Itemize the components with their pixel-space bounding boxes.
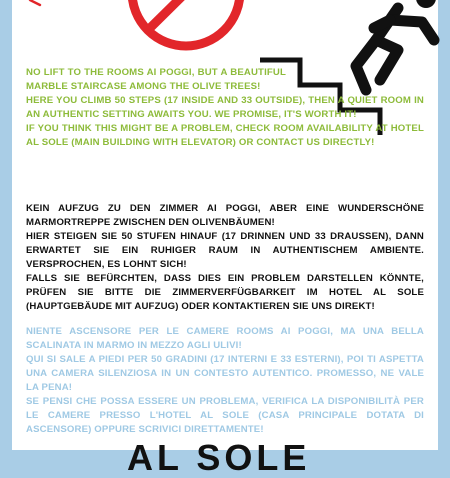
english-paragraph-3: IF YOU THINK THIS MIGHT BE A PROBLEM, CHECK ROOM AVAILABILITY AT HOTEL AL SOLE (MAIN BUILDING WITH ELEVATOR) OR CONTACT US DIRECTLY! — [26, 123, 424, 148]
no-elevator-icon — [125, 0, 247, 52]
hotel-name: AL SOLE — [127, 437, 311, 478]
german-paragraph-2: HIER STEIGEN SIE 50 STUFEN HINAUF (17 DRINNEN UND 33 DRAUSSEN), DANN ERWARTET SIE EIN RUHIGER RAUM IN AUTHENTISCHEM AMBIENTE. VERSPROCHEN, ES LOHNT SICH! — [26, 231, 424, 270]
italian-text-block — [26, 325, 424, 437]
english-paragraph-2: HERE YOU CLIMB 50 STEPS (17 INSIDE AND 33 OUTSIDE), THEN A QUIET ROOM IN AN AUTHENTIC SETTING AWAITS YOU. WE PROMISE, IT'S WORTH IT! — [26, 95, 424, 120]
hotel-name-footer — [127, 437, 337, 478]
german-paragraph-3: FALLS SIE BEFÜRCHTEN, DASS DIES EIN PROBLEM DARSTELLEN KÖNNTE, PRÜFEN SIE BITTE DIE ZIMMERVERFÜGBARKEIT IM HOTEL AL SOLE (HAUPTGEBÄUDE MIT AUFZUG) ODER KONTAKTIEREN SIE UNS DIREKT! — [26, 273, 424, 312]
italian-paragraph-2: QUI SI SALE A PIEDI PER 50 GRADINI (17 INTERNI E 33 ESTERNI), POI TI ASPETTA UNA CAMERA SILENZIOSA IN UN CONTESTO AUTENTICO. PROMESSO, NE VALE LA PENA! — [26, 354, 424, 393]
german-text-block — [26, 202, 424, 314]
flyer-page — [12, 0, 438, 478]
italian-paragraph-1: NIENTE ASCENSORE PER LE CAMERE ROOMS AI POGGI, MA UNA BELLA SCALINATA IN MARMO IN MEZZO AGLI ULIVI! — [26, 326, 424, 351]
red-mark-icon — [28, 0, 42, 6]
english-text-block — [26, 66, 424, 150]
german-paragraph-1: KEIN AUFZUG ZU DEN ZIMMER AI POGGI, ABER EINE WUNDERSCHÖNE MARMORTREPPE ZWISCHEN DEN OLIVENBÄUMEN! — [26, 203, 424, 228]
italian-paragraph-3: SE PENSI CHE POSSA ESSERE UN PROBLEMA, VERIFICA LA DISPONIBILITÀ PER LE CAMERE PRESSO L'HOTEL AL SOLE (CASA PRINCIPALE DOTATA DI ASCENSORE) OPPURE SCRIVICI DIRETTAMENTE! — [26, 396, 424, 435]
english-paragraph-1: NO LIFT TO THE ROOMS AI POGGI, BUT A BEAUTIFUL MARBLE STAIRCASE AMONG THE OLIVE TREES! — [26, 67, 286, 92]
